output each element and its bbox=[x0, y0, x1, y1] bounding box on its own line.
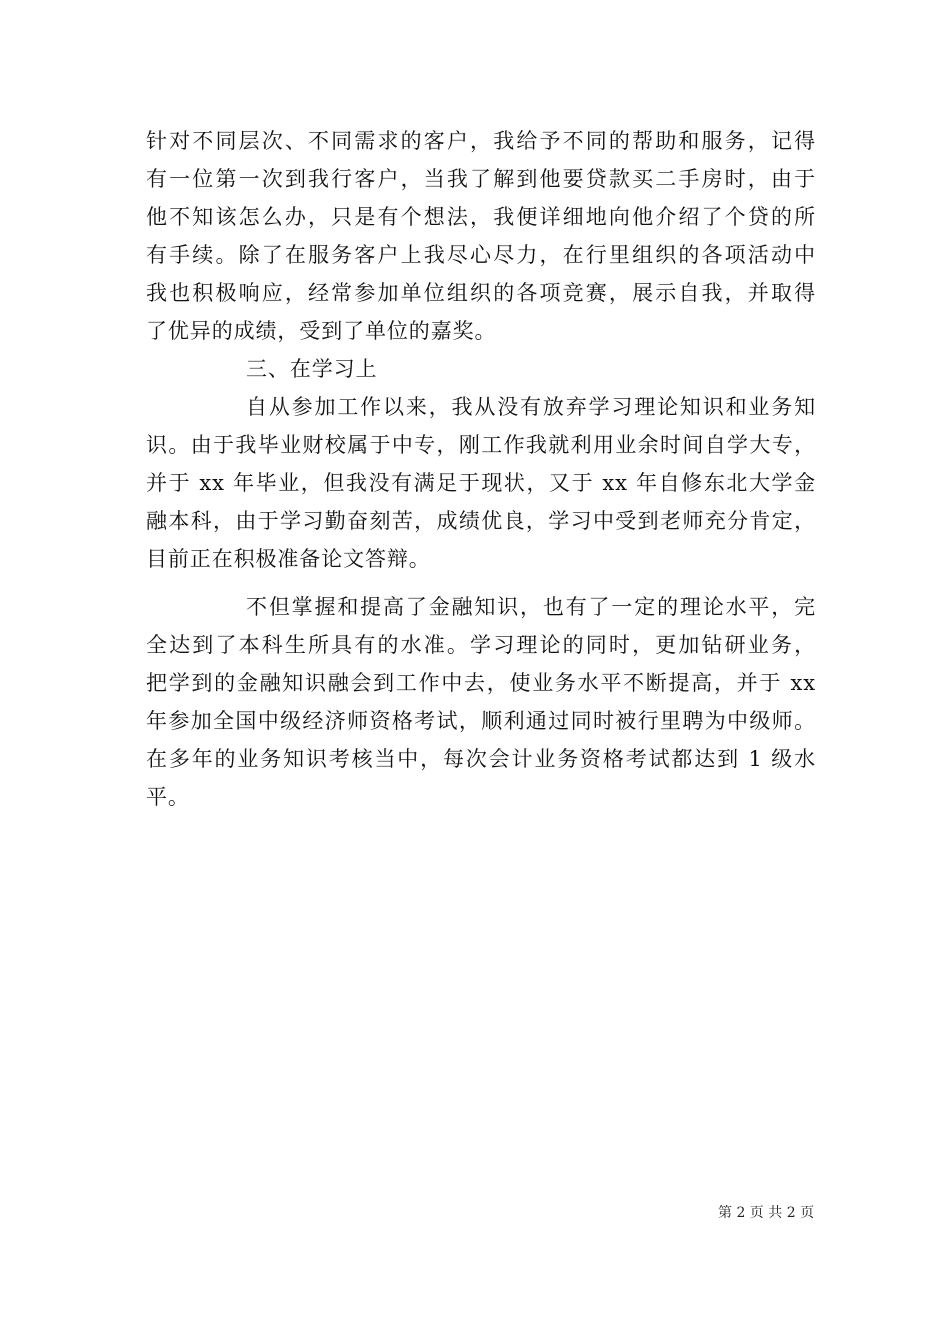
text-line: 自从参加工作以来，我从没有放弃学习理论知识和业务知 bbox=[246, 395, 816, 419]
page-number: 第 2 页 共 2 页 bbox=[718, 1205, 815, 1221]
text-line: 有手续。除了在服务客户上我尽心尽力，在行里组织的各项活动中 bbox=[146, 243, 816, 267]
text-line: 年参加全国中级经济师资格考试，顺利通过同时被行里聘为中级师。 bbox=[146, 709, 816, 733]
text-line: 识。由于我毕业财校属于中专，刚工作我就利用业余时间自学大专， bbox=[146, 433, 816, 457]
text-line: 把学到的金融知识融会到工作中去，使业务水平不断提高，并于 xx bbox=[146, 671, 816, 695]
text-line: 他不知该怎么办，只是有个想法，我便详细地向他介绍了个贷的所 bbox=[146, 205, 816, 229]
paragraph-knowledge bbox=[146, 588, 816, 816]
section-heading: 三、在学习上 bbox=[246, 357, 378, 381]
text-line: 平。 bbox=[146, 785, 190, 809]
text-line: 我也积极响应，经常参加单位组织的各项竞赛，展示自我，并取得 bbox=[146, 281, 816, 305]
text-line: 有一位第一次到我行客户，当我了解到他要贷款买二手房时，由于 bbox=[146, 167, 816, 191]
text-line: 融本科，由于学习勤奋刻苦，成绩优良，学习中受到老师充分肯定， bbox=[146, 509, 816, 533]
paragraph-study bbox=[146, 388, 816, 578]
paragraph-spacer bbox=[146, 578, 816, 588]
text-line: 全达到了本科生所具有的水准。学习理论的同时，更加钻研业务， bbox=[146, 633, 816, 657]
text-line: 了优异的成绩，受到了单位的嘉奖。 bbox=[146, 319, 497, 343]
document-body bbox=[146, 122, 816, 816]
text-line: 目前正在积极准备论文答辩。 bbox=[146, 547, 431, 571]
text-line: 并于 xx 年毕业，但我没有满足于现状，又于 xx 年自修东北大学金 bbox=[146, 471, 816, 495]
text-line: 不但掌握和提高了金融知识，也有了一定的理论水平，完 bbox=[246, 595, 816, 619]
text-line: 在多年的业务知识考核当中，每次会计业务资格考试都达到 1 级水 bbox=[146, 747, 816, 771]
paragraph-customer-service bbox=[146, 122, 816, 350]
text-line: 针对不同层次、不同需求的客户，我给予不同的帮助和服务，记得 bbox=[146, 129, 816, 153]
